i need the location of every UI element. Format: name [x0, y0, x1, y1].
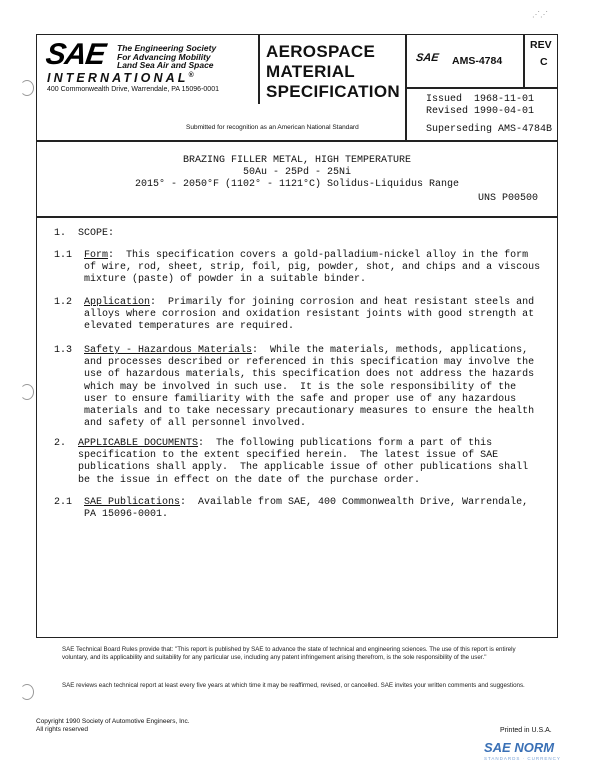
- international-wordmark: [47, 71, 194, 85]
- doc-title-line1: BRAZING FILLER METAL, HIGH TEMPERATURE: [182, 155, 412, 166]
- revised-date: Revised 1990-04-01: [426, 106, 535, 117]
- section-1-1: [84, 250, 540, 287]
- title-row-divider: [36, 216, 558, 218]
- section-text: : This specification covers a gold-palladium-nickel alloy in the form of wire, rod, sheet, strip, foil, pig, powder, shot, and chips and a viscous mixture (paste) of powder in a suitable binder.: [84, 250, 541, 286]
- revision-label: REV: [530, 39, 552, 51]
- section-1-2: [84, 297, 534, 334]
- sae-norm-watermark: SAE NORM: [484, 740, 555, 755]
- section-2: [78, 438, 528, 487]
- doc-title-line2: 50Au - 25Pd - 25Ni: [242, 167, 352, 178]
- section-number: 1.2: [54, 297, 73, 308]
- society-line: The Engineering Society: [117, 43, 217, 53]
- hole-punch-mark: [20, 80, 34, 96]
- section-number: 2.: [54, 438, 67, 449]
- document-number: AMS-4784: [452, 55, 503, 67]
- international-text: INTERNATIONAL: [47, 71, 189, 85]
- sae-logo: SAE: [43, 38, 108, 71]
- society-line: For Advancing Mobility: [117, 51, 211, 62]
- sae-small-logo: SAE: [415, 52, 440, 64]
- section-label: Form: [84, 250, 109, 261]
- rev-column-divider: [523, 34, 525, 87]
- section-number: 1.: [54, 228, 67, 239]
- sae-norm-subtitle: STANDARDS · CURRENCY: [484, 756, 561, 761]
- section-label: Application: [84, 297, 151, 308]
- hole-punch-mark: [20, 384, 34, 400]
- hole-punch-mark: [20, 684, 34, 700]
- review-note: SAE reviews each technical report at least every five years at which time it may be reaffirmed, revised, or cancelled. SAE invites your written comments and suggestions.: [62, 682, 525, 689]
- section-title: SCOPE:: [78, 228, 115, 239]
- society-tagline: [117, 44, 216, 70]
- title-line: SPECIFICATION: [266, 82, 400, 101]
- title-line: MATERIAL: [266, 62, 355, 81]
- title-line: AEROSPACE: [266, 42, 376, 61]
- header-divider: [36, 140, 558, 142]
- copyright: [36, 718, 190, 734]
- docnum-row-divider: [405, 87, 558, 89]
- issue-dates: [426, 94, 534, 118]
- rights-line: All rights reserved: [36, 726, 89, 733]
- section-text: : Primarily for joining corrosion and heat resistant steels and alloys where corrosion and oxidation resistant joints with good strength at elevated temperatures are required.: [84, 297, 535, 333]
- submitted-note: Submitted for recognition as an American National Standard: [186, 124, 359, 131]
- section-label: APPLICABLE DOCUMENTS: [78, 438, 199, 449]
- uns-number: UNS P00500: [478, 193, 539, 204]
- board-rules-note: SAE Technical Board Rules provide that: "This report is published by SAE to advance the state of technical and engineering sciences. The use of this report is entirely voluntary, and its applicability and suitability for any particular use, including any patent infringement arising therefrom, is the sole responsibility of the user.": [62, 646, 516, 661]
- printed-in: Printed in U.S.A.: [500, 727, 552, 734]
- section-text: : The following publications form a part of this specification to the extent specified herein. The latest issue of SAE publications shall apply. The applicable issue of other publications shall be the issue in effect on the date of the purchase order.: [78, 438, 529, 486]
- corner-mark: ⋰⋰: [532, 10, 548, 19]
- section-text: : While the materials, methods, applications, and processes described or referenced in this specification may involve the use of hazardous materials, this specification does not address the hazards which may be involved in such use. It is the sole responsibility of the user to ensure familiarity with the safe and proper use of any hazardous materials and to take necessary precautionary measures to ensure the health and safety of all personnel involved.: [84, 345, 535, 430]
- sae-address: 400 Commonwealth Drive, Warrendale, PA 15096-0001: [47, 86, 219, 93]
- superseding-note: Superseding AMS-4784B: [426, 124, 553, 135]
- section-text: : Available from SAE, 400 Commonwealth Drive, Warrendale, PA 15096-0001.: [84, 497, 529, 521]
- registered-mark: ®: [188, 71, 194, 79]
- section-2-1: [84, 497, 528, 521]
- section-label: SAE Publications: [84, 497, 181, 508]
- issued-date: Issued 1968-11-01: [426, 94, 535, 105]
- section-label: Safety - Hazardous Materials: [84, 345, 253, 356]
- section-number: 2.1: [54, 497, 73, 508]
- section-number: 1.3: [54, 345, 73, 356]
- doc-title-line3: 2015° - 2050°F (1102° - 1121°C) Solidus-Liquidus Range: [134, 179, 460, 190]
- document-type-title: [266, 42, 400, 102]
- section-1-3: [84, 345, 534, 430]
- copyright-line: Copyright 1990 Society of Automotive Engineers, Inc.: [36, 718, 190, 725]
- section-number: 1.1: [54, 250, 73, 261]
- logo-column-divider: [258, 34, 260, 104]
- society-line: Land Sea Air and Space: [117, 60, 214, 70]
- revision-value: C: [540, 56, 548, 68]
